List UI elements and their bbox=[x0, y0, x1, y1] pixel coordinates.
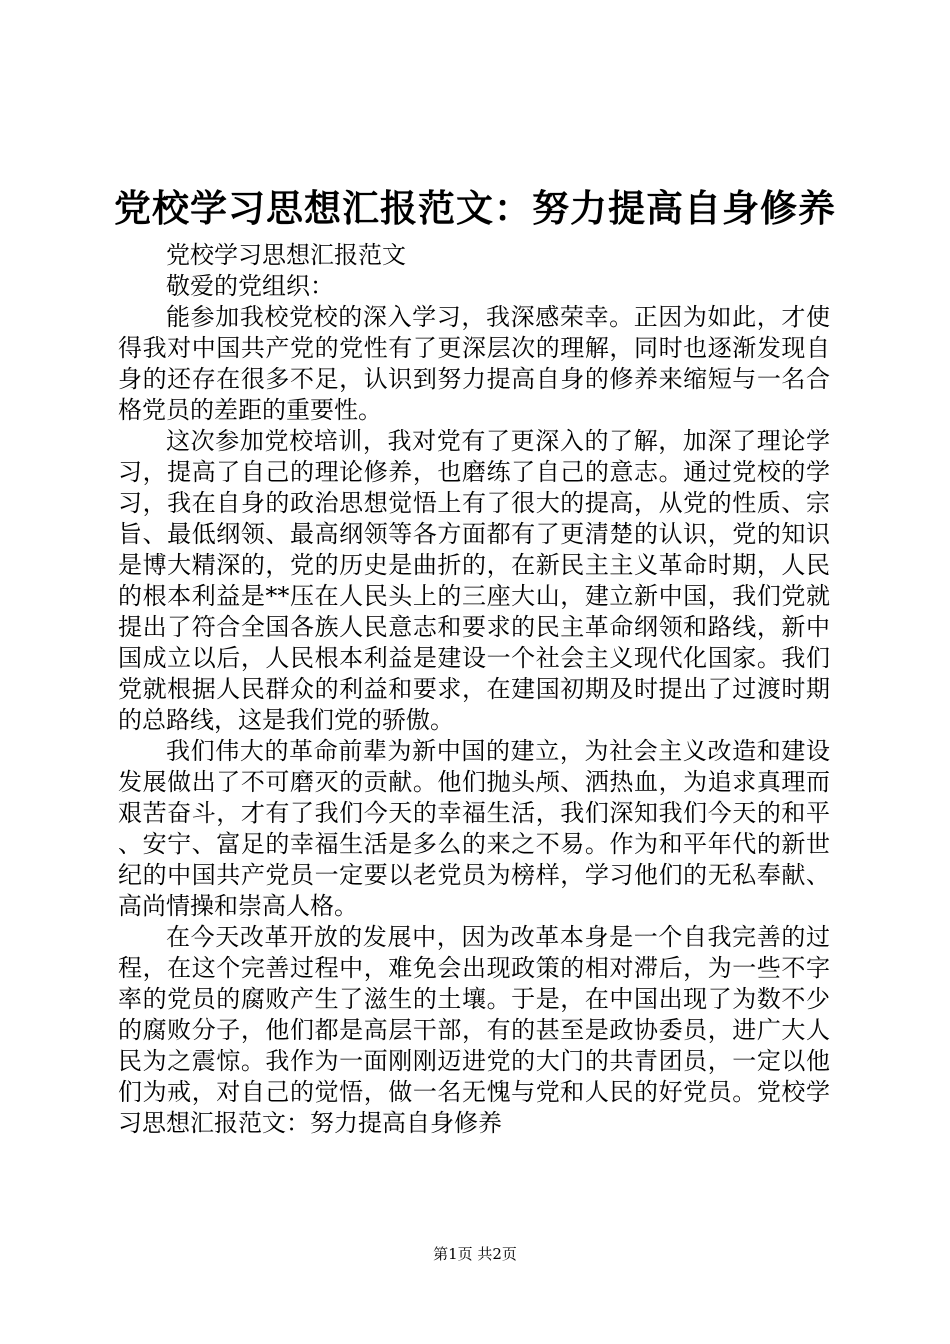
document-body bbox=[118, 240, 830, 1139]
page-number-footer: 第1页 共2页 bbox=[433, 1245, 517, 1263]
paragraph: 在今天改革开放的发展中，因为改革本身是一个自我完善的过程，在这个完善过程中，难免会出现政策的相对滞后，为一些不字率的党员的腐败产生了滋生的土壤。于是，在中国出现了为数不少的腐败分子，他们都是高层干部，有的甚至是政协委员，进广大人民为之震惊。我作为一面刚刚迈进党的大门的共青团员，一定以他们为戒，对自己的觉悟，做一名无愧与党和人民的好党员。党校学习思想汇报范文：努力提高自身修养 bbox=[118, 923, 830, 1137]
paragraph-subtitle: 党校学习思想汇报范文 bbox=[166, 241, 406, 269]
paragraph: 我们伟大的革命前辈为新中国的建立，为社会主义改造和建设发展做出了不可磨灭的贡献。他们抛头颅、洒热血，为追求真理而艰苦奋斗，才有了我们今天的幸福生活，我们深知我们今天的和平、安宁、富足的幸福生活是多么的来之不易。作为和平年代的新世纪的中国共产党员一定要以老党员为榜样，学习他们的无私奉献、高尚情操和崇高人格。 bbox=[118, 737, 830, 920]
paragraph-salutation: 敬爱的党组织： bbox=[166, 272, 334, 300]
paragraph: 这次参加党校培训，我对党有了更深入的了解，加深了理论学习，提高了自己的理论修养，也磨练了自己的意志。通过党校的学习，我在自身的政治思想觉悟上有了很大的提高，从党的性质、宗旨、最低纲领、最高纲领等各方面都有了更清楚的认识，党的知识是博大精深的，党的历史是曲折的，在新民主主义革命时期，人民的根本利益是**压在人民头上的三座大山，建立新中国，我们党就提出了符合全国各族人民意志和要求的民主革命纲领和路线，新中国成立以后，人民根本利益是建设一个社会主义现代化国家。我们党就根据人民群众的利益和要求，在建国初期及时提出了过渡时期的总路线，这是我们党的骄傲。 bbox=[118, 427, 830, 734]
document-title: 党校学习思想汇报范文：努力提高自身修养 bbox=[114, 186, 836, 230]
paragraph: 能参加我校党校的深入学习，我深感荣幸。正因为如此，才使得我对中国共产党的党性有了更深层次的理解，同时也逐渐发现自身的还存在很多不足，认识到努力提高自身的修养来缩短与一名合格党员的差距的重要性。 bbox=[118, 303, 830, 424]
